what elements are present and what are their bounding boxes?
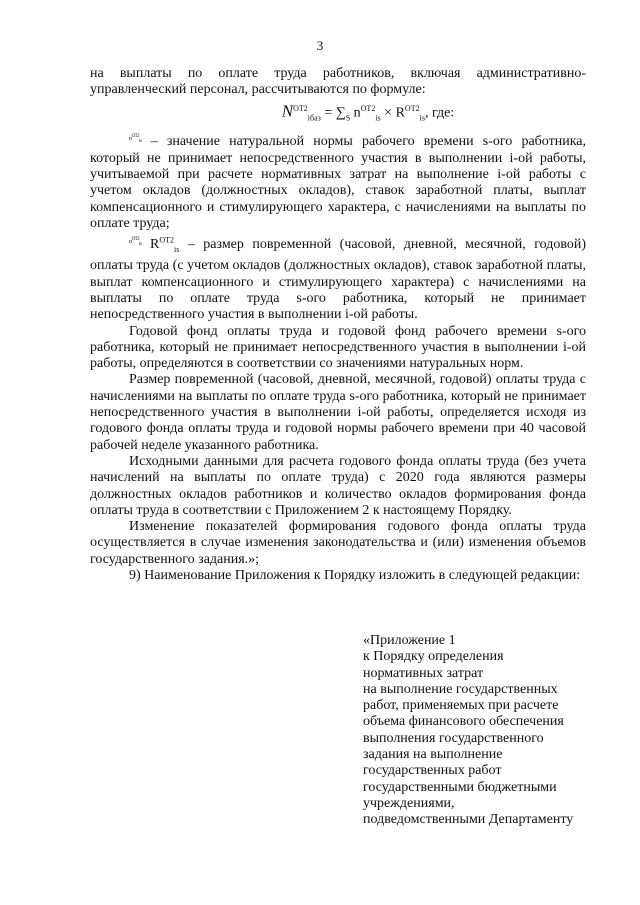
formula-n: n <box>353 105 361 121</box>
formula-n-sup: ОТ2 <box>360 103 376 113</box>
formula <box>150 101 586 127</box>
paragraph-item-9: 9) Наименование Приложения к Порядку изложить в следующей редакции: <box>129 568 581 584</box>
formula-tail: , где: <box>424 105 455 121</box>
paragraph-source-data: Исходными данными для расчета годового фонда оплаты труда (без учета начислений на выплаты по оплате труда) с 2020 года являются размеры должностных окладов работников и количество окладов формирования фонда оплаты труда в соответствии с Приложением 2 к настоящему Порядку. <box>90 453 586 518</box>
definition-r-symbol: $R^{ОТ2}_{is}$ <box>149 235 180 255</box>
appendix-line: учреждениями, <box>363 795 455 811</box>
appendix-line: задания на выполнение <box>363 747 503 763</box>
appendix-line: государственными бюджетными <box>363 779 557 795</box>
definition-r-small-symbol: nОТ2is <box>129 237 142 248</box>
definition-n-symbol: nОТ2is <box>129 134 142 145</box>
formula-lhs-sub: iбаз <box>307 113 321 123</box>
appendix-line: государственных работ <box>363 763 502 779</box>
appendix-line: на выполнение государственных <box>363 681 558 697</box>
formula-lhs: N <box>281 101 294 121</box>
appendix-line: выполнения государственного <box>363 730 544 746</box>
appendix-line: «Приложение 1 <box>363 633 456 648</box>
formula-equals: = <box>324 105 333 121</box>
formula-n-sub: is <box>375 113 381 123</box>
appendix-line: работ, применяемых при расчете <box>363 698 559 714</box>
formula-lhs-sup: ОТ2 <box>293 103 308 113</box>
formula-sum: ∑ <box>335 105 346 121</box>
paragraph-time-based-pay: Размер повременной (часовой, дневной, месячной, годовой) оплаты труда с начислениями на выплаты по оплате труда s-ого работника, который не принимает непосредственного участия в выполнении i-ой работы, определяется исходя из годового фонда оплаты труда и годовой нормы рабочего времени при 40 часовой рабочей неделе указанного работника. <box>90 372 586 453</box>
definition-n-text: – значение натуральной нормы рабочего времени s-ого работника, который не принимает непосредственного участия в выполнении i-ой работы, учитываемой при расчете нормативных затрат на выполнение i-ой работы с учетом окладов (должностных окладов), ставок заработной платы, выплат компенсационного и стимулирующего характера, с начислениями на выплаты по оплате труда; <box>90 134 587 232</box>
appendix-heading <box>363 633 603 829</box>
appendix-line: подведомственными Департаменту <box>363 812 574 828</box>
paragraph-annual-fund: Годовой фонд оплаты труда и годовой фонд рабочего времени s-ого работника, который не принимает непосредственного участия в выполнении i-ой работы, определяются в соответствии со значениями натуральных норм. <box>90 323 586 372</box>
appendix-line: к Порядку определения <box>363 649 504 665</box>
paragraph-change-indicators: Изменение показателей формирования годового фонда оплаты труда осуществляется в случае изменения законодательства и (или) изменения объемов государственного задания.»; <box>90 519 586 567</box>
formula-r-sup: ОТ2 <box>404 103 420 113</box>
paragraph-intro: на выплаты по оплате труда работников, включая административно-управленческий персонал, рассчитываются по формуле: <box>90 66 586 98</box>
definition-r <box>90 232 586 323</box>
formula-r: R <box>395 105 405 121</box>
formula-times: × <box>384 105 393 121</box>
body-text <box>90 66 586 584</box>
appendix-line: нормативных затрат <box>363 665 484 681</box>
page-number: 3 <box>316 38 324 53</box>
appendix-line: объема финансового обеспечения <box>363 714 564 730</box>
formula-r-sub: is <box>419 113 425 123</box>
definition-n <box>90 129 586 232</box>
formula-sum-sub: S <box>345 113 351 123</box>
definition-r-text: – размер повременной (часовой, дневной, месячной, годовой) оплаты труда (с учетом окладов (должностных окладов), ставок заработной платы, выплат компенсационного и стимулирующего характера) с начислениями на выплаты по оплате труда s-ого работника, который не принимает непосредственного участия в выполнении i-ой работы. <box>90 237 587 323</box>
